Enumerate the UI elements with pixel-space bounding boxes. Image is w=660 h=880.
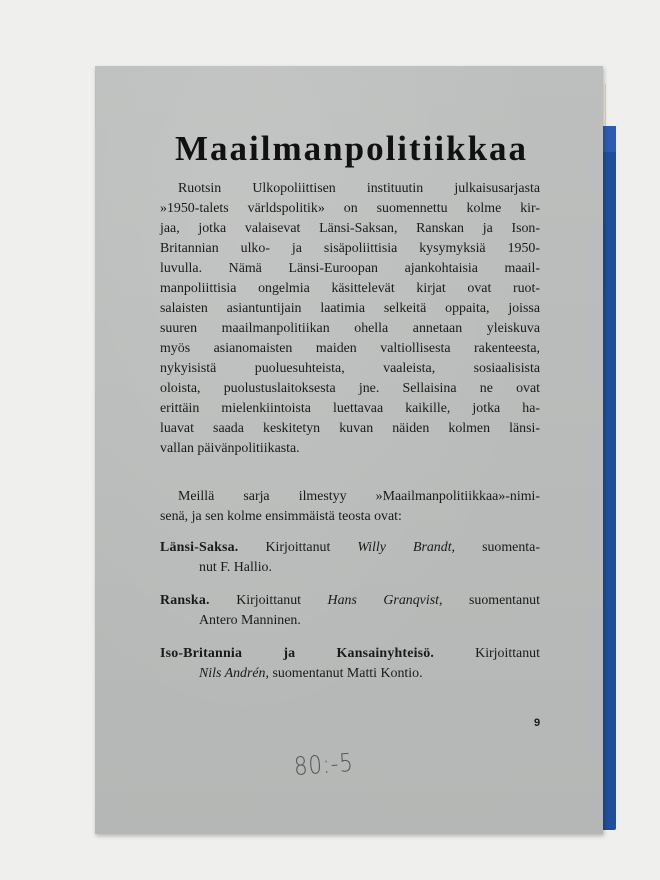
text-line: nykyisistä puoluesuhteista, vaaleista, sosiaalisista [160,361,540,376]
intro-paragraph [160,179,540,459]
text-line: Meillä sarja ilmestyy »Maailmanpolitiikkaa»-nimi- [178,489,540,504]
book-entry-lansi-saksa [160,538,540,578]
entry-continuation: Antero Manninen. [199,613,301,628]
text-line: manpoliittisia ongelmia käsittelevät kirjat ovat ruot- [160,281,540,296]
book-entry-ranska [160,591,540,631]
author-prefix: Kirjoittanut [265,540,331,555]
entry-first-line [160,644,540,664]
text-line: Ruotsin Ulkopoliittisen instituutin julkaisusarjasta [178,181,540,196]
entry-continuation: nut F. Hallio. [199,560,272,575]
author-name: Nils Andrén, [199,666,269,681]
author-prefix: Kirjoittanut [236,593,302,608]
cover-title: Maailmanpolitiikkaa [175,129,529,168]
handwritten-price: 80:-5 [293,747,355,781]
text-line: luavat saada keskitetyn kuvan näiden kolmen länsi- [160,421,540,436]
text-line: »1950-talets världspolitik» on suomennettu kolme kir- [160,201,540,216]
translator-prefix: suomenta- [482,540,540,555]
text-line: luvulla. Nämä Länsi-Euroopan ajankohtaisia maail- [160,261,540,276]
entry-first-line [160,538,540,558]
text-line: salaisten asiantuntijain laatimia selkeitä oppaita, joissa [160,301,540,316]
text-line: erittäin mielenkiintoista luettavaa kaikille, jotka ha- [160,401,540,416]
text-line: senä, ja sen kolme ensimmäistä teosta ovat: [160,509,402,524]
text-line: oloista, puolustuslaitoksesta jne. Sellaisina ne ovat [160,381,540,396]
author-name: Hans Granqvist, [327,593,443,608]
text-line: vallan päivänpolitiikasta. [160,441,300,456]
series-paragraph [160,487,540,527]
text-line: suuren maailmanpolitiikan ohella annetaan yleiskuva [160,321,540,336]
page-number: 9 [534,717,541,729]
translator-text: suomentanut Matti Kontio. [272,666,423,681]
text-line: myös asianomaisten maiden valtiollisesta rakenteesta, [160,341,540,356]
author-prefix: Kirjoittanut [475,646,540,661]
book-title: Länsi-Saksa. [160,540,239,555]
text-line: Britannian ulko- ja sisäpoliittisia kysymyksiä 1950- [160,241,540,256]
book-back-cover [95,66,603,834]
entry-first-line [160,591,540,611]
book-entry-iso-britannia [160,644,540,684]
translator-prefix: suomentanut [468,593,540,608]
book-title: Ranska. [160,593,210,608]
text-line: jaa, jotka valaisevat Länsi-Saksan, Ranskan ja Ison- [160,221,540,236]
author-name: Willy Brandt, [357,540,456,555]
book-title: Iso-Britannia ja Kansainyhteisö. [160,646,435,661]
entry-continuation [160,664,540,684]
